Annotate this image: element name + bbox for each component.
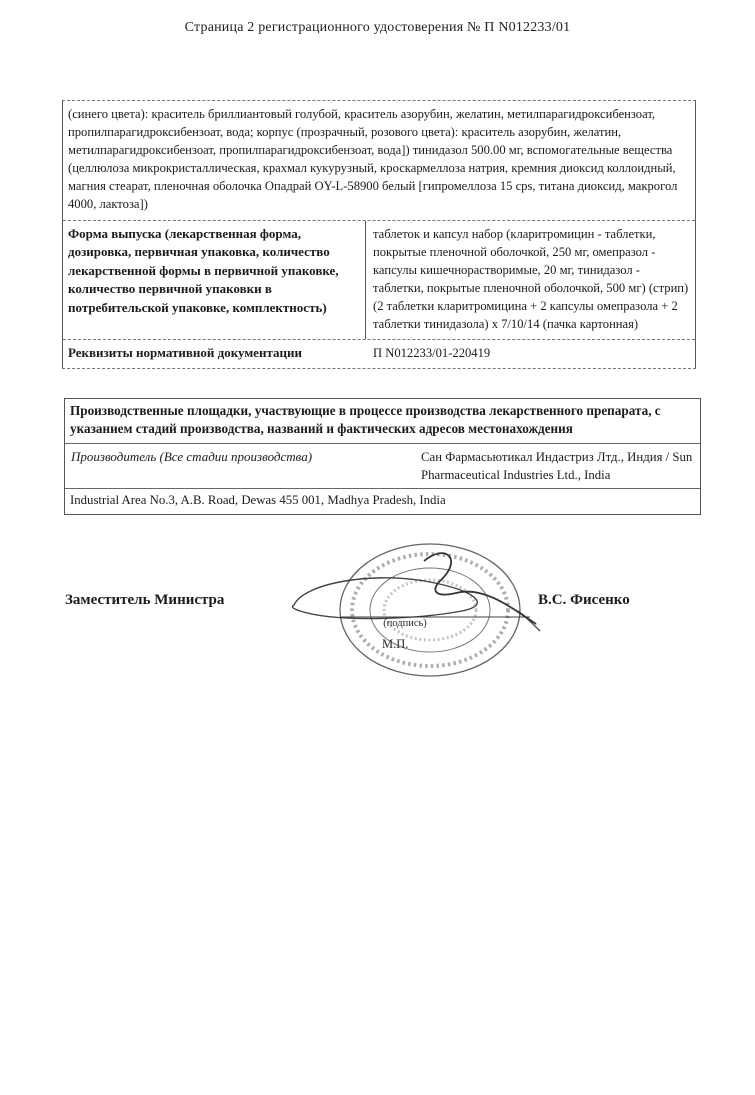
release-form-label: Форма выпуска (лекарственная форма, дозировка, первичная упаковка, количество лекарственной формы в первичной упаковке, количество первичной упаковки в потребительской упаковке, комплектность) <box>63 221 366 339</box>
table-row <box>65 444 700 489</box>
producer-address: Industrial Area No.3, A.B. Road, Dewas 455 001, Madhya Pradesh, India <box>70 493 446 508</box>
producer-value: Сан Фармасьютикал Индастриз Лтд., Индия / Sun Pharmaceutical Industries Ltd., India <box>421 449 693 483</box>
signature-caption: (подпись) <box>383 618 427 629</box>
normative-docs-label: Реквизиты нормативной документации <box>68 344 302 360</box>
composition-table <box>62 100 696 369</box>
production-sites-table <box>64 398 701 515</box>
seal-place-label: М.П. <box>382 637 409 651</box>
table-row <box>63 221 695 340</box>
production-sites-header: Производственные площадки, участвующие в процессе производства лекарственного препарата, с указанием стадий производства, названий и фактических адресов местонахождения <box>65 399 700 444</box>
table-row <box>63 340 695 369</box>
signer-title: Заместитель Министра <box>65 592 225 608</box>
page-header: Страница 2 регистрационного удостоверения № П N012233/01 <box>184 20 571 35</box>
normative-docs-value: П N012233/01-220419 <box>373 345 491 360</box>
official-stamp-icon <box>278 531 550 687</box>
composition-continuation-text: (синего цвета): краситель бриллиантовый голубой, краситель азорубин, желатин, метилпарагидроксибензоат, пропилпарагидроксибензоат, вода; корпус (прозрачный, розового цвета): краситель азорубин, желатин, метилпарагидроксибензоат, пропилпарагидроксибензоат, вода]) тинидазол 500.00 мг, вспомогательные вещества (целлюлоза микрокристаллическая, крахмал кукурузный, кроскармеллоза натрия, кремния диоксид коллоидный, магния стеарат, пленочная оболочка Опадрай OY-L-58900 белый [гипромеллоза 15 cps, титана диоксид, макрогол 4000, лактоза]) <box>63 101 695 221</box>
producer-label: Производитель (Все стадии производства) <box>71 448 313 464</box>
signer-name: В.С. Фисенко <box>538 592 630 608</box>
release-form-value: таблеток и капсул набор (кларитромицин - таблетки, покрытые пленочной оболочкой, 250 мг, омепразол - капсулы кишечнорастворимые, 20 мг, тинидазол - таблетки, покрытые пленочной оболочкой, 500 мг) (стрип) (2 таблетки кларитромицина + 2 капсулы омепразола + 2 таблетки тинидазола) x 7/10/14 (пачка картонная) <box>373 226 689 331</box>
